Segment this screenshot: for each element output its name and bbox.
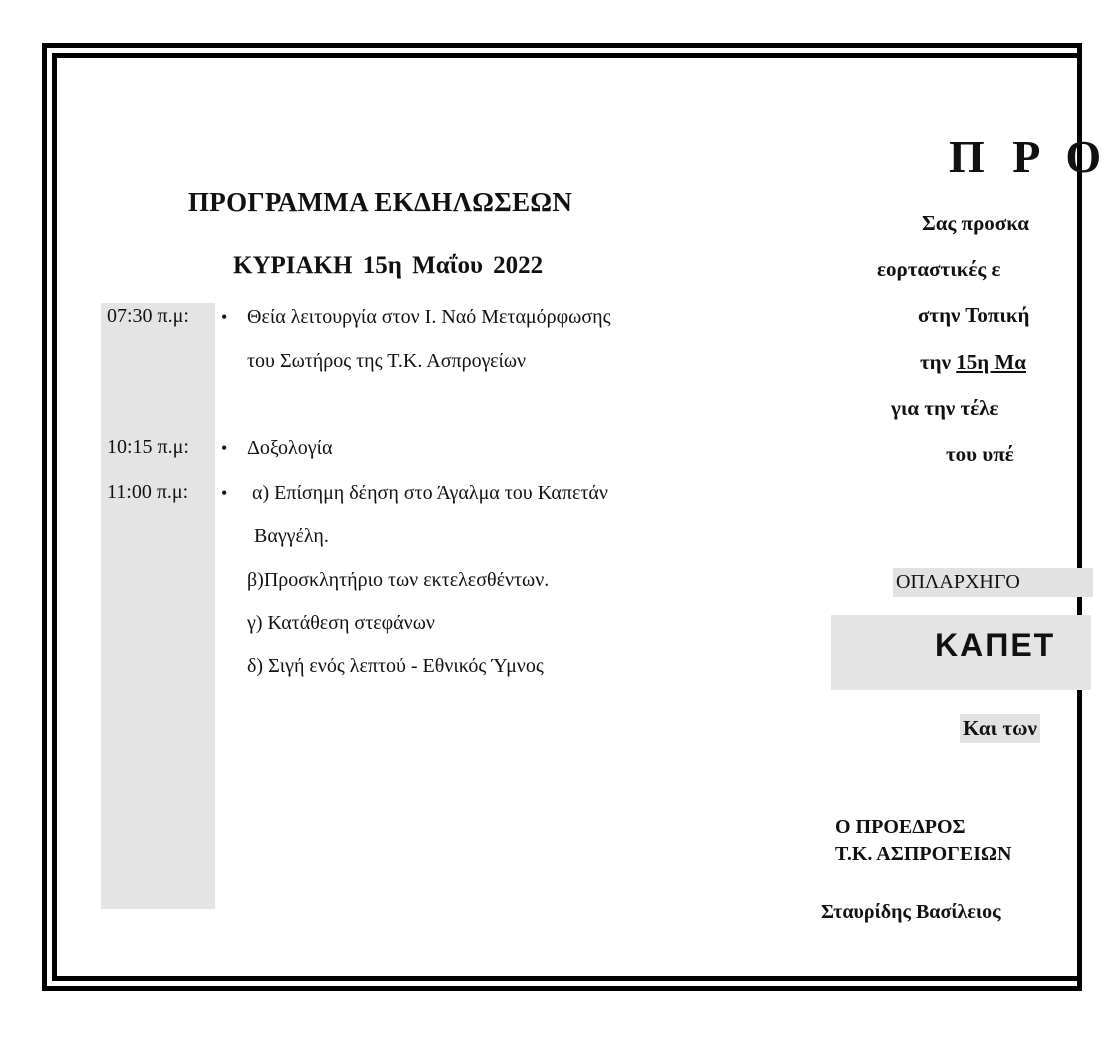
signature-community: Τ.Κ. ΑΣΠΡΟΓΕΙΩΝ	[835, 843, 1012, 865]
event-line: Βαγγέλη.	[254, 525, 329, 547]
invitation-line: για την τέλε	[891, 396, 999, 420]
event-line: Θεία λειτουργία στον Ι. Ναό Μεταμόρφωσης	[247, 306, 611, 328]
bullet-icon: •	[221, 483, 228, 503]
bullet-icon: •	[221, 438, 228, 458]
invitation-line: εορταστικές ε	[877, 257, 1001, 281]
invitation-line: Σας προσκα	[922, 211, 1029, 235]
event-time: 07:30 π.μ:	[107, 305, 189, 327]
signature-role: Ο ΠΡΟΕΔΡΟΣ	[835, 816, 966, 838]
invitation-line: στην Τοπική	[918, 303, 1030, 327]
invitation-line: του υπέ	[946, 442, 1014, 466]
event-line: του Σωτήρος της Τ.Κ. Ασπρογείων	[247, 350, 527, 372]
event-time: 10:15 π.μ:	[107, 436, 189, 458]
invitation-date-prefix: την	[920, 350, 957, 374]
program-date: ΚΥΡΙΑΚΗ 15η Μαΐου 2022	[233, 252, 544, 279]
rank-label: ΟΠΛΑΡΧΗΓΟ	[893, 568, 1093, 597]
signature-name: Σταυρίδης Βασίλειος	[821, 901, 1001, 923]
event-line: α) Επίσημη δέηση στο Άγαλμα του Καπετάν	[252, 482, 608, 504]
event-line: β)Προσκλητήριο των εκτελεσθέντων.	[247, 569, 550, 591]
bullet-icon: •	[221, 307, 228, 327]
program-title: ΠΡΟΓΡΑΜΜΑ ΕΚΔΗΛΩΣΕΩΝ	[188, 187, 573, 217]
invitation-line	[920, 350, 1026, 375]
event-line: δ) Σιγή ενός λεπτού - Εθνικός Ύμνος	[247, 655, 544, 677]
honoree-name: ΚΑΠΕΤ	[935, 627, 1056, 663]
and-line: Και των	[960, 714, 1040, 743]
invitation-title: Π Ρ Ο	[949, 131, 1109, 182]
invitation-date: 15η Μα	[956, 350, 1026, 374]
event-time: 11:00 π.μ:	[107, 481, 189, 503]
event-line: Δοξολογία	[247, 437, 333, 459]
time-column	[101, 303, 215, 909]
event-line: γ) Κατάθεση στεφάνων	[247, 612, 435, 634]
